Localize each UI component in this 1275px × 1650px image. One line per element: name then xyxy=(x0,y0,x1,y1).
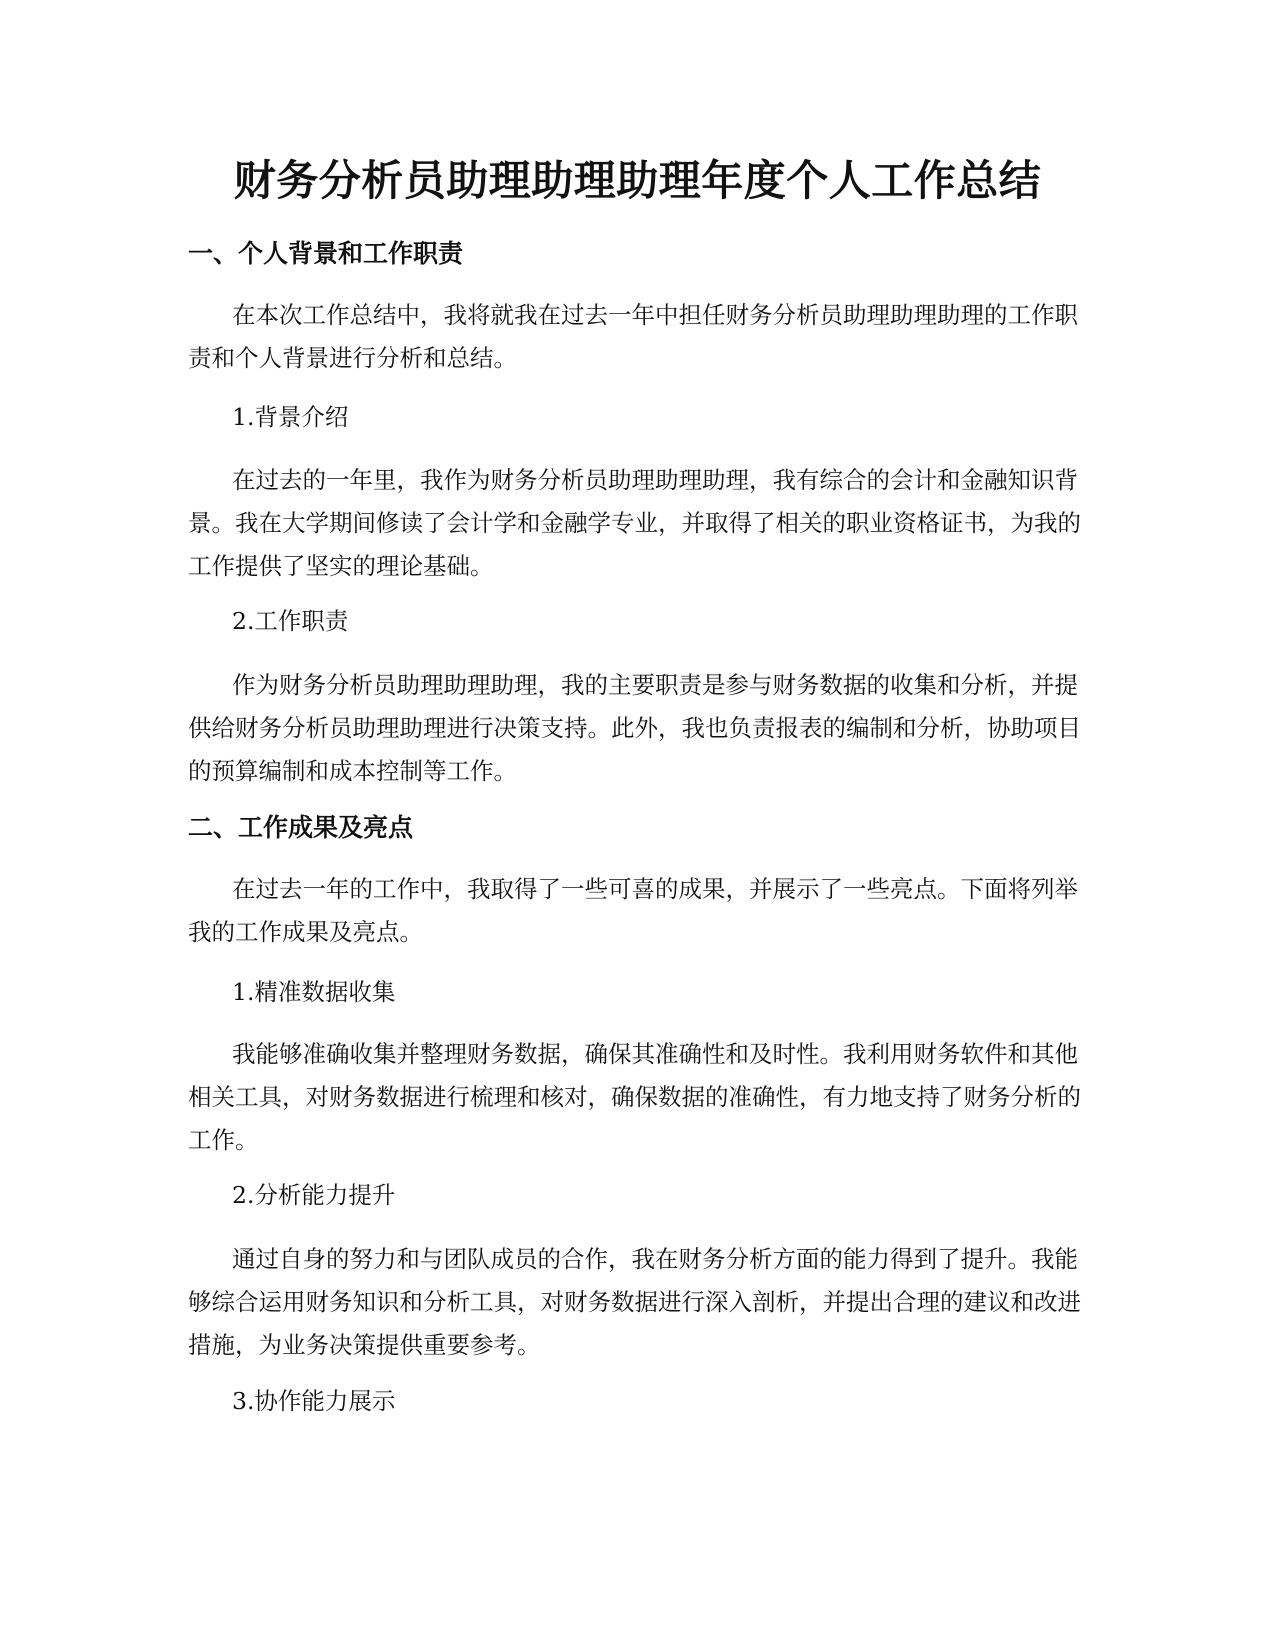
section-2-heading: 二、工作成果及亮点 xyxy=(188,813,414,842)
section-1-paragraph-1: 在过去的一年里，我作为财务分析员助理助理助理，我有综合的会计和金融知识背景。我在大学期间修读了会计学和金融学专业，并取得了相关的职业资格证书，为我的工作提供了坚实的理论基础。 xyxy=(188,466,1081,580)
document-title: 财务分析员助理助理助理年度个人工作总结 xyxy=(233,156,1042,205)
section-1-subheading-1: 1.背景介绍 xyxy=(232,403,349,431)
section-2-intro: 在过去一年的工作中，我取得了一些可喜的成果，并展示了一些亮点。下面将列举我的工作成果及亮点。 xyxy=(188,875,1078,946)
section-1-heading: 一、个人背景和工作职责 xyxy=(188,239,464,268)
section-2-paragraph-1: 我能够准确收集并整理财务数据，确保其准确性和及时性。我利用财务软件和其他相关工具，对财务数据进行梳理和核对，确保数据的准确性，有力地支持了财务分析的工作。 xyxy=(188,1040,1081,1154)
section-1-subheading-2: 2.工作职责 xyxy=(232,607,349,635)
section-2-subheading-2: 2.分析能力提升 xyxy=(232,1181,396,1209)
section-1-intro: 在本次工作总结中，我将就我在过去一年中担任财务分析员助理助理助理的工作职责和个人背景进行分析和总结。 xyxy=(188,301,1078,372)
section-2-paragraph-2: 通过自身的努力和与团队成员的合作，我在财务分析方面的能力得到了提升。我能够综合运用财务知识和分析工具，对财务数据进行深入剖析，并提出合理的建议和改进措施，为业务决策提供重要参考。 xyxy=(188,1245,1081,1359)
section-1-paragraph-2: 作为财务分析员助理助理助理，我的主要职责是参与财务数据的收集和分析，并提供给财务分析员助理助理进行决策支持。此外，我也负责报表的编制和分析，协助项目的预算编制和成本控制等工作。 xyxy=(188,671,1081,785)
section-2-subheading-1: 1.精准数据收集 xyxy=(232,978,396,1006)
section-2-subheading-3: 3.协作能力展示 xyxy=(232,1387,396,1415)
